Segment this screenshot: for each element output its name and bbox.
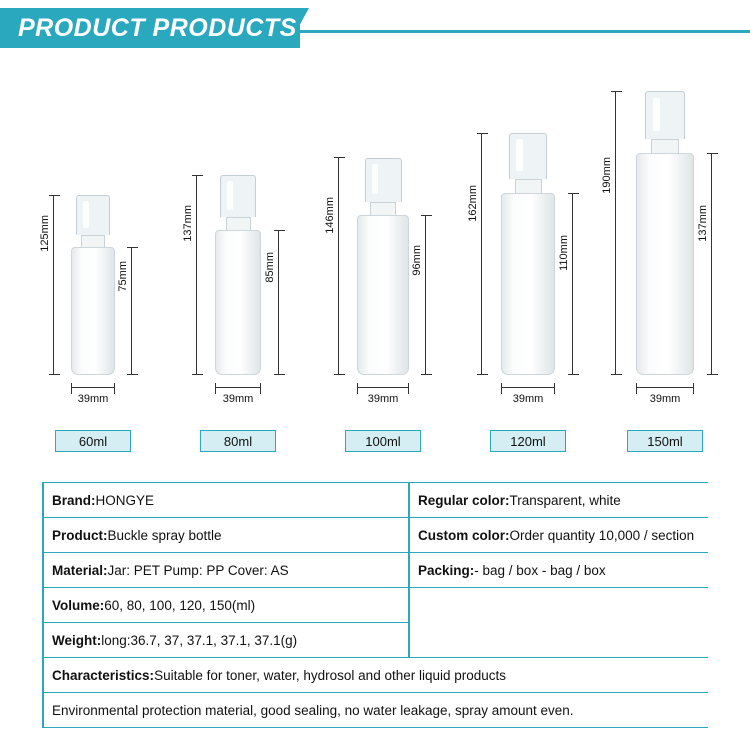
specification-table [42, 482, 708, 728]
bottle-illustration [357, 158, 409, 375]
bottle-cap [509, 133, 547, 179]
volume-badge[interactable]: 120ml [490, 430, 566, 452]
diameter-dimension [636, 387, 694, 405]
body-height-label: 75mm [117, 261, 129, 292]
packing-key: Packing: [418, 562, 475, 578]
total-height-label: 190mm [601, 157, 613, 194]
total-height-dimension [182, 175, 197, 375]
bottle-body [215, 230, 261, 375]
bottle-neck [651, 139, 679, 153]
body-height-label: 137mm [697, 205, 709, 242]
table-row [43, 693, 708, 728]
product-item[interactable] [163, 70, 313, 460]
body-height-dimension [411, 215, 426, 375]
empty-cell [409, 588, 708, 623]
bottle-body [636, 153, 694, 375]
total-height-label: 146mm [324, 197, 336, 234]
volume-cell [43, 588, 409, 623]
bottle-illustration [215, 175, 261, 375]
body-height-label: 96mm [411, 245, 423, 276]
diameter-dimension [215, 387, 261, 405]
bottle-neck [515, 179, 542, 193]
table-row [43, 658, 708, 693]
total-height-label: 125mm [39, 215, 51, 252]
total-height-dimension [601, 91, 616, 375]
diameter-label: 39mm [77, 393, 109, 405]
total-height-label: 162mm [467, 185, 479, 222]
bottle-illustration [501, 133, 555, 375]
footer-note-text: Environmental protection material, good sealing, no water leakage, spray amount even. [52, 702, 574, 718]
table-row [43, 553, 708, 588]
bottle-neck [370, 202, 396, 215]
body-height-label: 110mm [558, 235, 570, 271]
weight-key: Weight: [52, 632, 102, 648]
product-gallery [0, 70, 750, 460]
body-height-dimension [697, 153, 712, 375]
volume-badge[interactable]: 100ml [345, 430, 421, 452]
table-row [43, 588, 708, 623]
bottle-cap [365, 158, 402, 202]
total-height-label: 137mm [182, 205, 194, 242]
brand-cell [43, 483, 409, 518]
diameter-label: 39mm [222, 393, 254, 405]
bottle-neck [81, 235, 105, 247]
brand-key: Brand: [52, 492, 96, 508]
regular-color-key: Regular color: [418, 492, 510, 508]
product-item[interactable] [308, 70, 458, 460]
product-item[interactable] [453, 70, 603, 460]
characteristics-key: Characteristics: [52, 667, 155, 683]
volume-badge[interactable]: 80ml [200, 430, 276, 452]
regular-color-value: Transparent, white [509, 492, 621, 508]
bottle-body [501, 193, 555, 375]
material-cell [43, 553, 409, 588]
characteristics-cell [43, 658, 708, 693]
footer-note-cell [43, 693, 708, 728]
volume-value: 60, 80, 100, 120, 150(ml) [104, 597, 256, 613]
table-row [43, 518, 708, 553]
material-value: Jar: PET Pump: PP Cover: AS [107, 562, 289, 578]
bottle-illustration [636, 91, 694, 375]
custom-color-key: Custom color: [418, 527, 510, 543]
bottle-illustration [71, 195, 115, 375]
characteristics-value: Suitable for toner, water, hydrosol and other liquid products [154, 667, 507, 683]
bottle-cap [76, 195, 110, 235]
page-header [0, 8, 330, 48]
product-cell [43, 518, 409, 553]
material-key: Material: [52, 562, 108, 578]
custom-color-value: Order quantity 10,000 / section [509, 527, 695, 543]
packing-cell [409, 553, 708, 588]
product-item[interactable] [18, 70, 168, 460]
empty-cell [409, 623, 708, 658]
bottle-neck [226, 217, 251, 230]
body-height-label: 85mm [264, 252, 276, 283]
regular-color-cell [409, 483, 708, 518]
weight-cell [43, 623, 409, 658]
diameter-label: 39mm [649, 393, 681, 405]
total-height-dimension [39, 195, 54, 375]
bottle-cap [645, 91, 685, 139]
brand-value: HONGYE [95, 492, 155, 508]
packing-value: - bag / box - bag / box [474, 562, 606, 578]
weight-value: long:36.7, 37, 37.1, 37.1, 37.1(g) [101, 632, 298, 648]
product-key: Product: [52, 527, 108, 543]
diameter-dimension [501, 387, 555, 405]
diameter-dimension [71, 387, 115, 405]
diameter-dimension [357, 387, 409, 405]
header-divider-line [300, 30, 750, 33]
table-row [43, 483, 708, 518]
body-height-dimension [558, 193, 573, 375]
custom-color-cell [409, 518, 708, 553]
body-height-dimension [264, 230, 279, 375]
bottle-body [71, 247, 115, 375]
diameter-label: 39mm [367, 393, 399, 405]
volume-badge[interactable]: 60ml [55, 430, 131, 452]
diameter-label: 39mm [512, 393, 544, 405]
page-title: PRODUCT PRODUCTS [18, 14, 297, 42]
total-height-dimension [467, 133, 482, 375]
product-value: Buckle spray bottle [107, 527, 222, 543]
bottle-body [357, 215, 409, 375]
product-item[interactable] [590, 70, 740, 460]
table-row [43, 623, 708, 658]
volume-badge[interactable]: 150ml [627, 430, 703, 452]
volume-key: Volume: [52, 597, 105, 613]
bottle-cap [220, 175, 256, 217]
body-height-dimension [117, 247, 132, 375]
total-height-dimension [324, 157, 339, 375]
